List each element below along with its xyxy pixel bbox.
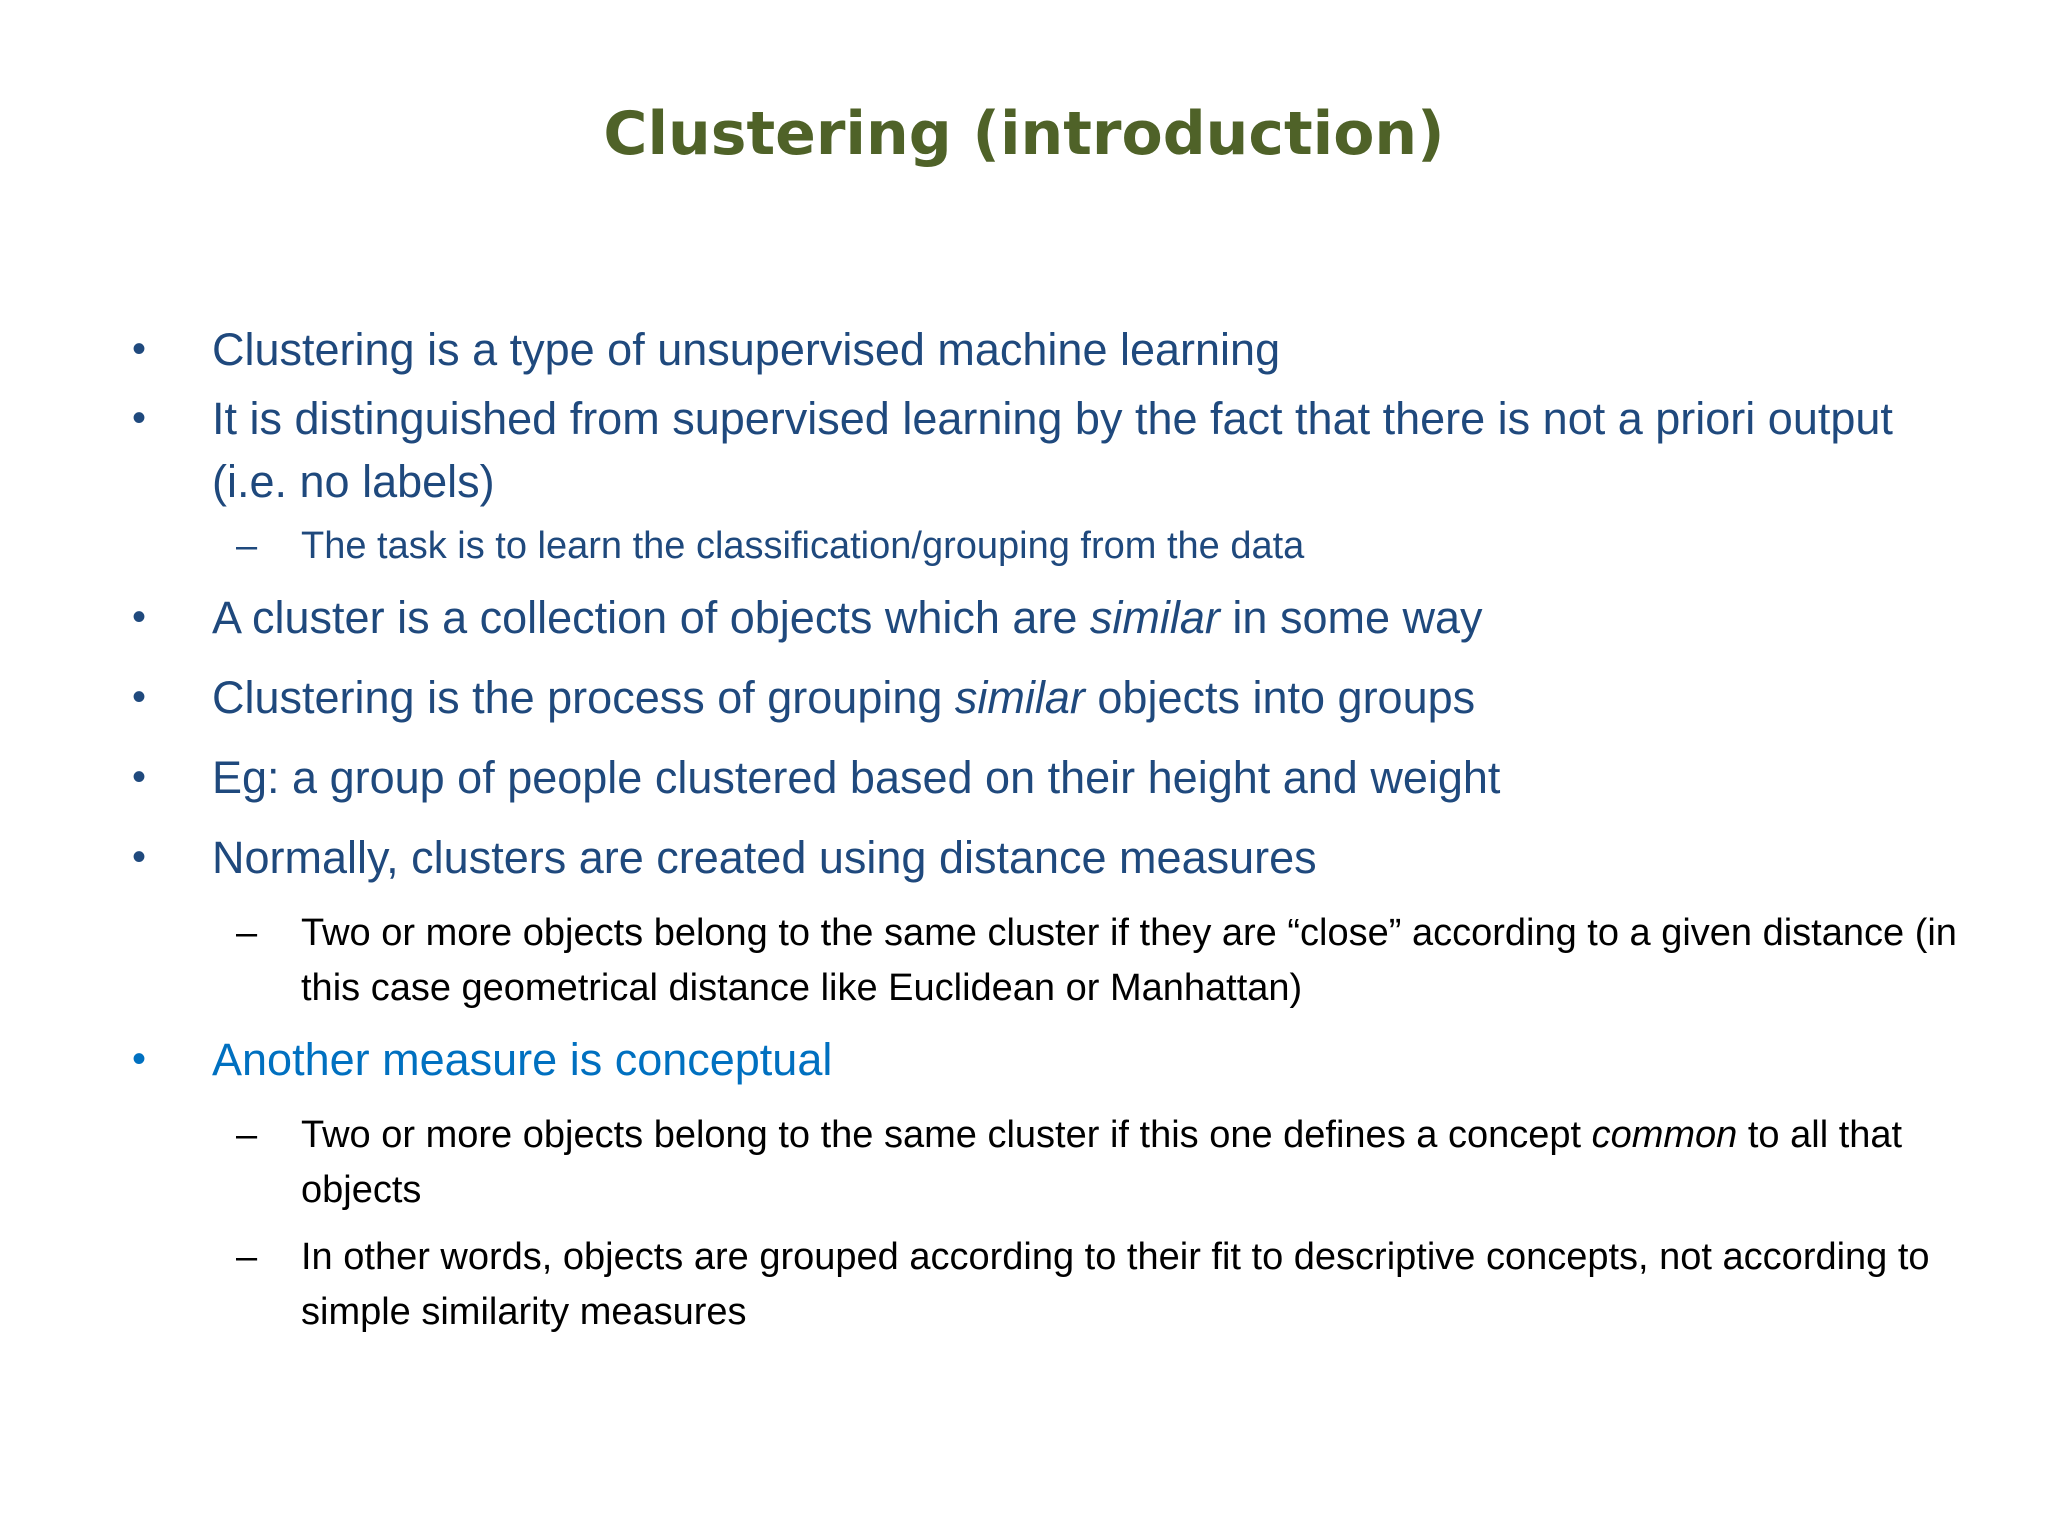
sub-bullet-text-post: to all that objects: [301, 1114, 1903, 1211]
bullet-item: [128, 666, 1958, 729]
sub-bullet-text-pre: Two or more objects belong to the same cluster if this one defines a concept: [301, 1114, 1592, 1156]
bullet-text-pre: Clustering is the process of grouping: [212, 672, 955, 723]
bullet-marker: •: [132, 1037, 147, 1081]
sub-bullet-item: [128, 1230, 1958, 1340]
sub-bullet-item: [128, 1108, 1958, 1218]
bullet-text-post: in some way: [1219, 592, 1483, 643]
bullet-marker: •: [132, 675, 147, 719]
bullet-text: Eg: a group of people clustered based on their height and weight: [212, 752, 1501, 803]
bullet-text: Clustering is a type of unsupervised machine learning: [212, 324, 1281, 375]
bullet-item: [128, 318, 1958, 381]
bullet-marker: •: [132, 595, 147, 639]
bullet-list: [128, 318, 1958, 1352]
bullet-item: [128, 826, 1958, 889]
sub-bullet-text-emphasis: common: [1591, 1114, 1738, 1156]
sub-bullet-text: Two or more objects belong to the same cluster if they are “close” according to a given distance (in this case geometrical distance like Euclidean or Manhattan): [301, 912, 1957, 1009]
sub-bullet-item: [128, 519, 1958, 574]
sub-bullet-text: In other words, objects are grouped according to their fit to descriptive concepts, not according to simple similarity measures: [301, 1236, 1930, 1333]
dash-marker: –: [236, 525, 258, 567]
bullet-text-emphasis: similar: [1089, 592, 1220, 643]
bullet-text-post: objects into groups: [1084, 672, 1476, 723]
dash-marker: –: [236, 1114, 258, 1156]
sub-bullet-text: The task is to learn the classification/grouping from the data: [301, 525, 1305, 567]
bullet-text: Another measure is conceptual: [212, 1034, 833, 1085]
bullet-text: Normally, clusters are created using distance measures: [212, 832, 1317, 883]
bullet-marker: •: [132, 327, 147, 371]
dash-marker: –: [236, 1236, 258, 1278]
dash-marker: –: [236, 912, 258, 954]
bullet-marker: •: [132, 835, 147, 879]
bullet-text: It is distinguished from supervised learning by the fact that there is not a priori output (i.e. no labels): [212, 393, 1893, 507]
sub-bullet-item: [128, 906, 1958, 1016]
bullet-marker: •: [132, 396, 147, 440]
bullet-text-pre: A cluster is a collection of objects which are: [212, 592, 1090, 643]
bullet-marker: •: [132, 755, 147, 799]
bullet-text-emphasis: similar: [954, 672, 1085, 723]
bullet-item: [128, 586, 1958, 649]
bullet-item: [128, 387, 1958, 513]
slide-title: Clustering (introduction): [603, 99, 1445, 169]
bullet-item: [128, 1028, 1958, 1091]
bullet-item: [128, 746, 1958, 809]
